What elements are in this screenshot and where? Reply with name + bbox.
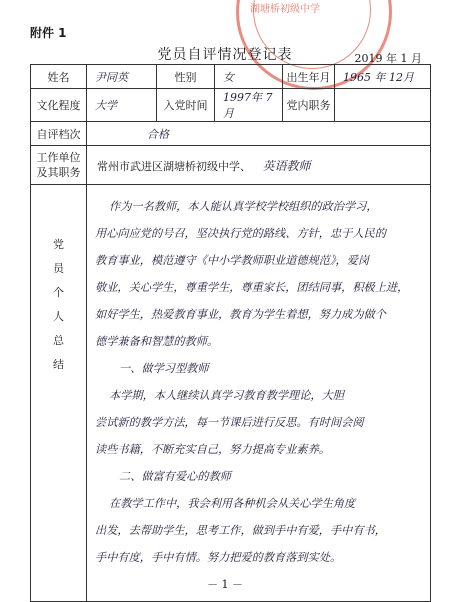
gender-label: 性别 — [157, 65, 215, 89]
summary-label-char: 总 — [53, 334, 64, 347]
summary-line: 德学兼备和智慧的教师。 — [95, 335, 219, 348]
summary-label-char: 党 — [53, 238, 64, 251]
summary-line: 二、做富有爱心的教师 — [119, 470, 231, 483]
summary-content — [87, 185, 431, 602]
join-date-value: 1997年 7月 — [215, 89, 283, 122]
summary-label — [31, 185, 87, 602]
summary-label-chars — [31, 233, 86, 377]
name-label: 姓名 — [31, 65, 87, 89]
summary-line: 敬业，关心学生，尊重学生，尊重家长，团结同事，积极上进， — [95, 281, 409, 294]
work-unit-label — [31, 146, 87, 185]
name-value: 尹同英 — [87, 65, 157, 89]
party-post-value — [335, 89, 431, 122]
summary-lines — [95, 193, 422, 571]
summary-line: 手中有度，手中有情。努力把爱的教育落到实处。 — [95, 551, 342, 564]
registration-form — [30, 64, 431, 602]
seal-text: 湖塘桥初级中学 — [250, 4, 320, 15]
work-unit-label-line2: 及其职务 — [36, 166, 81, 179]
row-self-evaluation — [31, 122, 431, 146]
gender-value: 女 — [215, 65, 283, 89]
work-unit-label-line1: 工作单位 — [36, 151, 81, 164]
page-title: 党员自评情况登记表 — [157, 47, 293, 63]
summary-label-char: 人 — [53, 310, 64, 323]
self-eval-value: 合格 — [87, 122, 431, 146]
summary-line: 教育事业，模范遵守《中小学教师职业道德规范》，爱岗 — [95, 254, 370, 267]
education-value: 大学 — [87, 89, 157, 122]
row-education — [31, 89, 431, 122]
summary-line: 在教学工作中，我会利用各种机会从关心学生角度 — [109, 497, 356, 510]
education-label: 文化程度 — [31, 89, 87, 122]
summary-line: 尝试新的教学方法，每一节课后进行反思。有时间会阅 — [95, 416, 364, 429]
birth-label: 出生年月 — [283, 65, 335, 89]
row-basic-info — [31, 65, 431, 89]
row-work-unit — [31, 146, 431, 185]
summary-line: 作为一名教师，本人能认真学校学校组织的政治学习， — [109, 200, 378, 213]
summary-line: 本学期，本人继续认真学习教育教学理论，大胆 — [109, 389, 344, 402]
attachment-label: 附件 1 — [30, 26, 67, 40]
work-unit-value — [87, 146, 431, 185]
summary-line: 读些书籍，不断充实自己，努力提高专业素养。 — [95, 443, 330, 456]
summary-label-char: 员 — [53, 262, 64, 275]
birth-value: 1965 年 12月 — [335, 65, 431, 89]
summary-label-char: 个 — [53, 286, 64, 299]
summary-line: 用心向应党的号召，坚决执行党的路线、方针，忠于人民的 — [95, 227, 386, 240]
summary-label-char: 结 — [53, 358, 64, 371]
summary-line: 一、做学习型教师 — [119, 362, 209, 375]
work-unit-school: 常州市武进区湖塘桥初级中学、 — [97, 159, 251, 173]
party-post-label: 党内职务 — [283, 89, 335, 122]
form-date: 2019 年 1 月 — [354, 52, 422, 65]
page-number: － 1 － — [207, 578, 243, 591]
work-unit-role: 英语教师 — [262, 158, 311, 173]
join-date-label: 入党时间 — [157, 89, 215, 122]
summary-line: 如好学生，热爱教育事业，教育为学生着想，努力成为做个 — [95, 308, 386, 321]
self-eval-label: 自评档次 — [31, 122, 87, 146]
summary-line: 出发，去帮助学生，思考工作，做到手中有爱，手中有书， — [95, 524, 386, 537]
row-summary — [31, 185, 431, 602]
